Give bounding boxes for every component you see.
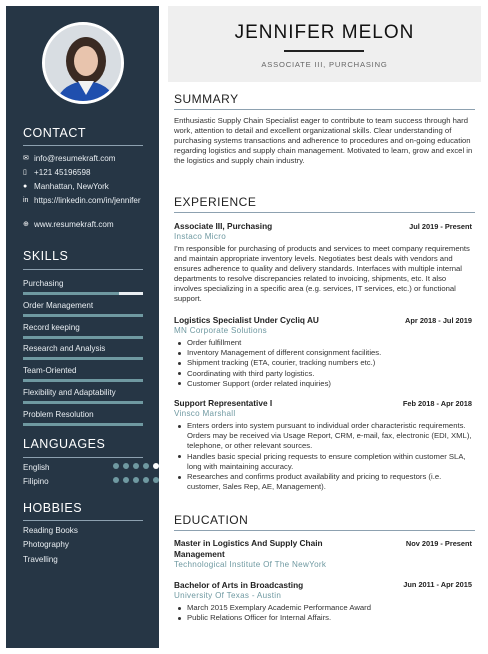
list-item: Inventory Management of different consignment facilities. [177,348,475,358]
skill-bar-fill [23,336,143,339]
skill-item [23,410,143,426]
list-item: Researches and confirms product availability and pricing to requestors (i.e. customer, Sales Rep, AE, Management). [177,472,475,492]
skill-item [23,323,143,339]
experience-heading: EXPERIENCE [174,195,257,209]
job-date: Apr 2018 - Jul 2019 [405,316,472,325]
skills-heading: SKILLS [23,249,69,263]
hobby-item: Reading Books [23,526,78,535]
mail-icon: ✉ [23,155,29,162]
job-bullets [177,338,475,389]
candidate-name: JENNIFER MELON [234,22,415,43]
skill-label: Purchasing [23,279,64,288]
list-item: Shipment tracking (ETA, courier, tracking numbers etc.) [177,358,475,368]
summary-text: Enthusiastic Supply Chain Specialist eager to contribute to team success through hard work, attention to detail and excellent organizational skills. Clear understanding of purchasing systems transactions and adherence to procedures and on-going education regarding logistics and supply chain management. Motivated to learn, grow and excel in the logistics and supply chain industry. [174,116,473,165]
divider [23,269,143,270]
job-date: Jul 2019 - Present [409,222,472,231]
skill-bar [23,336,143,339]
skill-label: Order Management [23,300,94,310]
contact-heading: CONTACT [23,126,86,140]
list-item: Enters orders into system pursuant to individual order characteristic requirements. Orders may be received via Usage Report, CRM, e-mail, fax, electronic (EDI, XML), telephone, or other relevant sources. [177,421,475,452]
skill-item [23,301,143,317]
skill-bar-fill [23,379,143,382]
job-date: Feb 2018 - Apr 2018 [402,399,472,408]
summary-heading: SUMMARY [174,92,239,106]
profile-photo [42,22,124,104]
list-item: Public Relations Officer for Internal Affairs. [177,613,475,623]
skill-bar [23,357,143,360]
skill-item [23,388,143,404]
profile-photo-icon [45,25,124,104]
skill-bar [23,423,143,426]
job-company: Instaco Micro [174,232,227,241]
sidebar [6,6,159,648]
divider [174,109,475,110]
contact-website: ⊕ www.resumekraft.com [23,220,114,229]
skill-label: Problem Resolution [23,409,94,419]
skill-bar [23,379,143,382]
education-bullets [177,603,475,623]
skill-bar [23,292,143,295]
divider [174,212,475,213]
contact-linkedin: in https://linkedin.com/in/jennifer [23,196,141,205]
candidate-title: ASSOCIATE III, PURCHASING [261,60,388,69]
skill-bar [23,314,143,317]
degree-date: Jun 2011 - Apr 2015 [403,580,472,589]
degree-title: Bachelor of Arts in Broadcasting [174,580,304,590]
job-title: Support Representative I [174,398,273,408]
languages-heading: LANGUAGES [23,437,106,451]
list-item: Customer Support (order related inquiries) [177,379,475,389]
contact-email: ✉ info@resumekraft.com [23,154,116,163]
job-description: I'm responsible for purchasing of products and services to meet company requirements and maintain appropriate inventory levels. Negotiates best deals with vendors and ensures adherence to quality and delivery standards. Interfaces with multiple internal departments to resolve discrepancies related to invoicing, shipments, etc. It also involves specializing in a specific area (e.g. services, IT services, etc.) or functional support. [174,244,470,303]
job-bullets [177,421,475,492]
divider [23,145,143,146]
name-header [168,6,481,82]
globe-icon: ⊕ [23,221,29,228]
skill-label: Research and Analysis [23,344,106,354]
skill-label: Flexibility and Adaptability [23,388,116,397]
degree-date: Nov 2019 - Present [405,539,472,548]
skill-bar-fill [23,401,143,404]
school-name: Technological Institute Of The NewYork [174,560,327,569]
language-filipino: Filipino [23,477,148,486]
divider [174,530,475,531]
skill-item [23,279,143,295]
skill-label: Team-Oriented [23,366,77,376]
divider [284,50,364,52]
language-rating [113,463,159,469]
skill-bar-fill [23,292,119,295]
job-title: Logistics Specialist Under Cycliq AU [174,315,319,325]
divider [23,520,143,521]
skill-bar-fill [23,314,143,317]
hobbies-heading: HOBBIES [23,501,83,515]
job-company: Vinsco Marshall [174,409,236,418]
skill-item [23,344,143,360]
job-company: MN Corporate Solutions [174,326,267,335]
location-pin-icon: ● [23,183,28,190]
degree-title: Master in Logistics And Supply Chain Management [174,538,323,559]
skill-bar-fill [23,423,143,426]
list-item: Order fulfillment [177,338,475,348]
language-rating [113,477,159,483]
language-english: English [23,463,148,472]
hobby-item: Travelling [23,555,58,564]
education-heading: EDUCATION [174,513,249,527]
skill-bar-fill [23,357,143,360]
school-name: University Of Texas - Austin [174,591,282,600]
linkedin-icon: in [23,197,29,204]
job-title: Associate III, Purchasing [174,221,273,231]
list-item: Handles basic special pricing requests to ensure completion within customer SLA, long with maintaining accuracy. [177,452,475,472]
phone-icon: ▯ [23,169,27,176]
skill-label: Record keeping [23,322,80,332]
hobby-item: Photography [23,540,69,549]
list-item: Coordinating with third party logistics. [177,369,475,379]
divider [23,457,143,458]
contact-location: ● Manhattan, NewYork [23,182,109,191]
skill-bar [23,401,143,404]
skill-item [23,366,143,382]
list-item: March 2015 Exemplary Academic Performance Award [177,603,475,613]
contact-phone: ▯ +121 45196598 [23,168,91,177]
